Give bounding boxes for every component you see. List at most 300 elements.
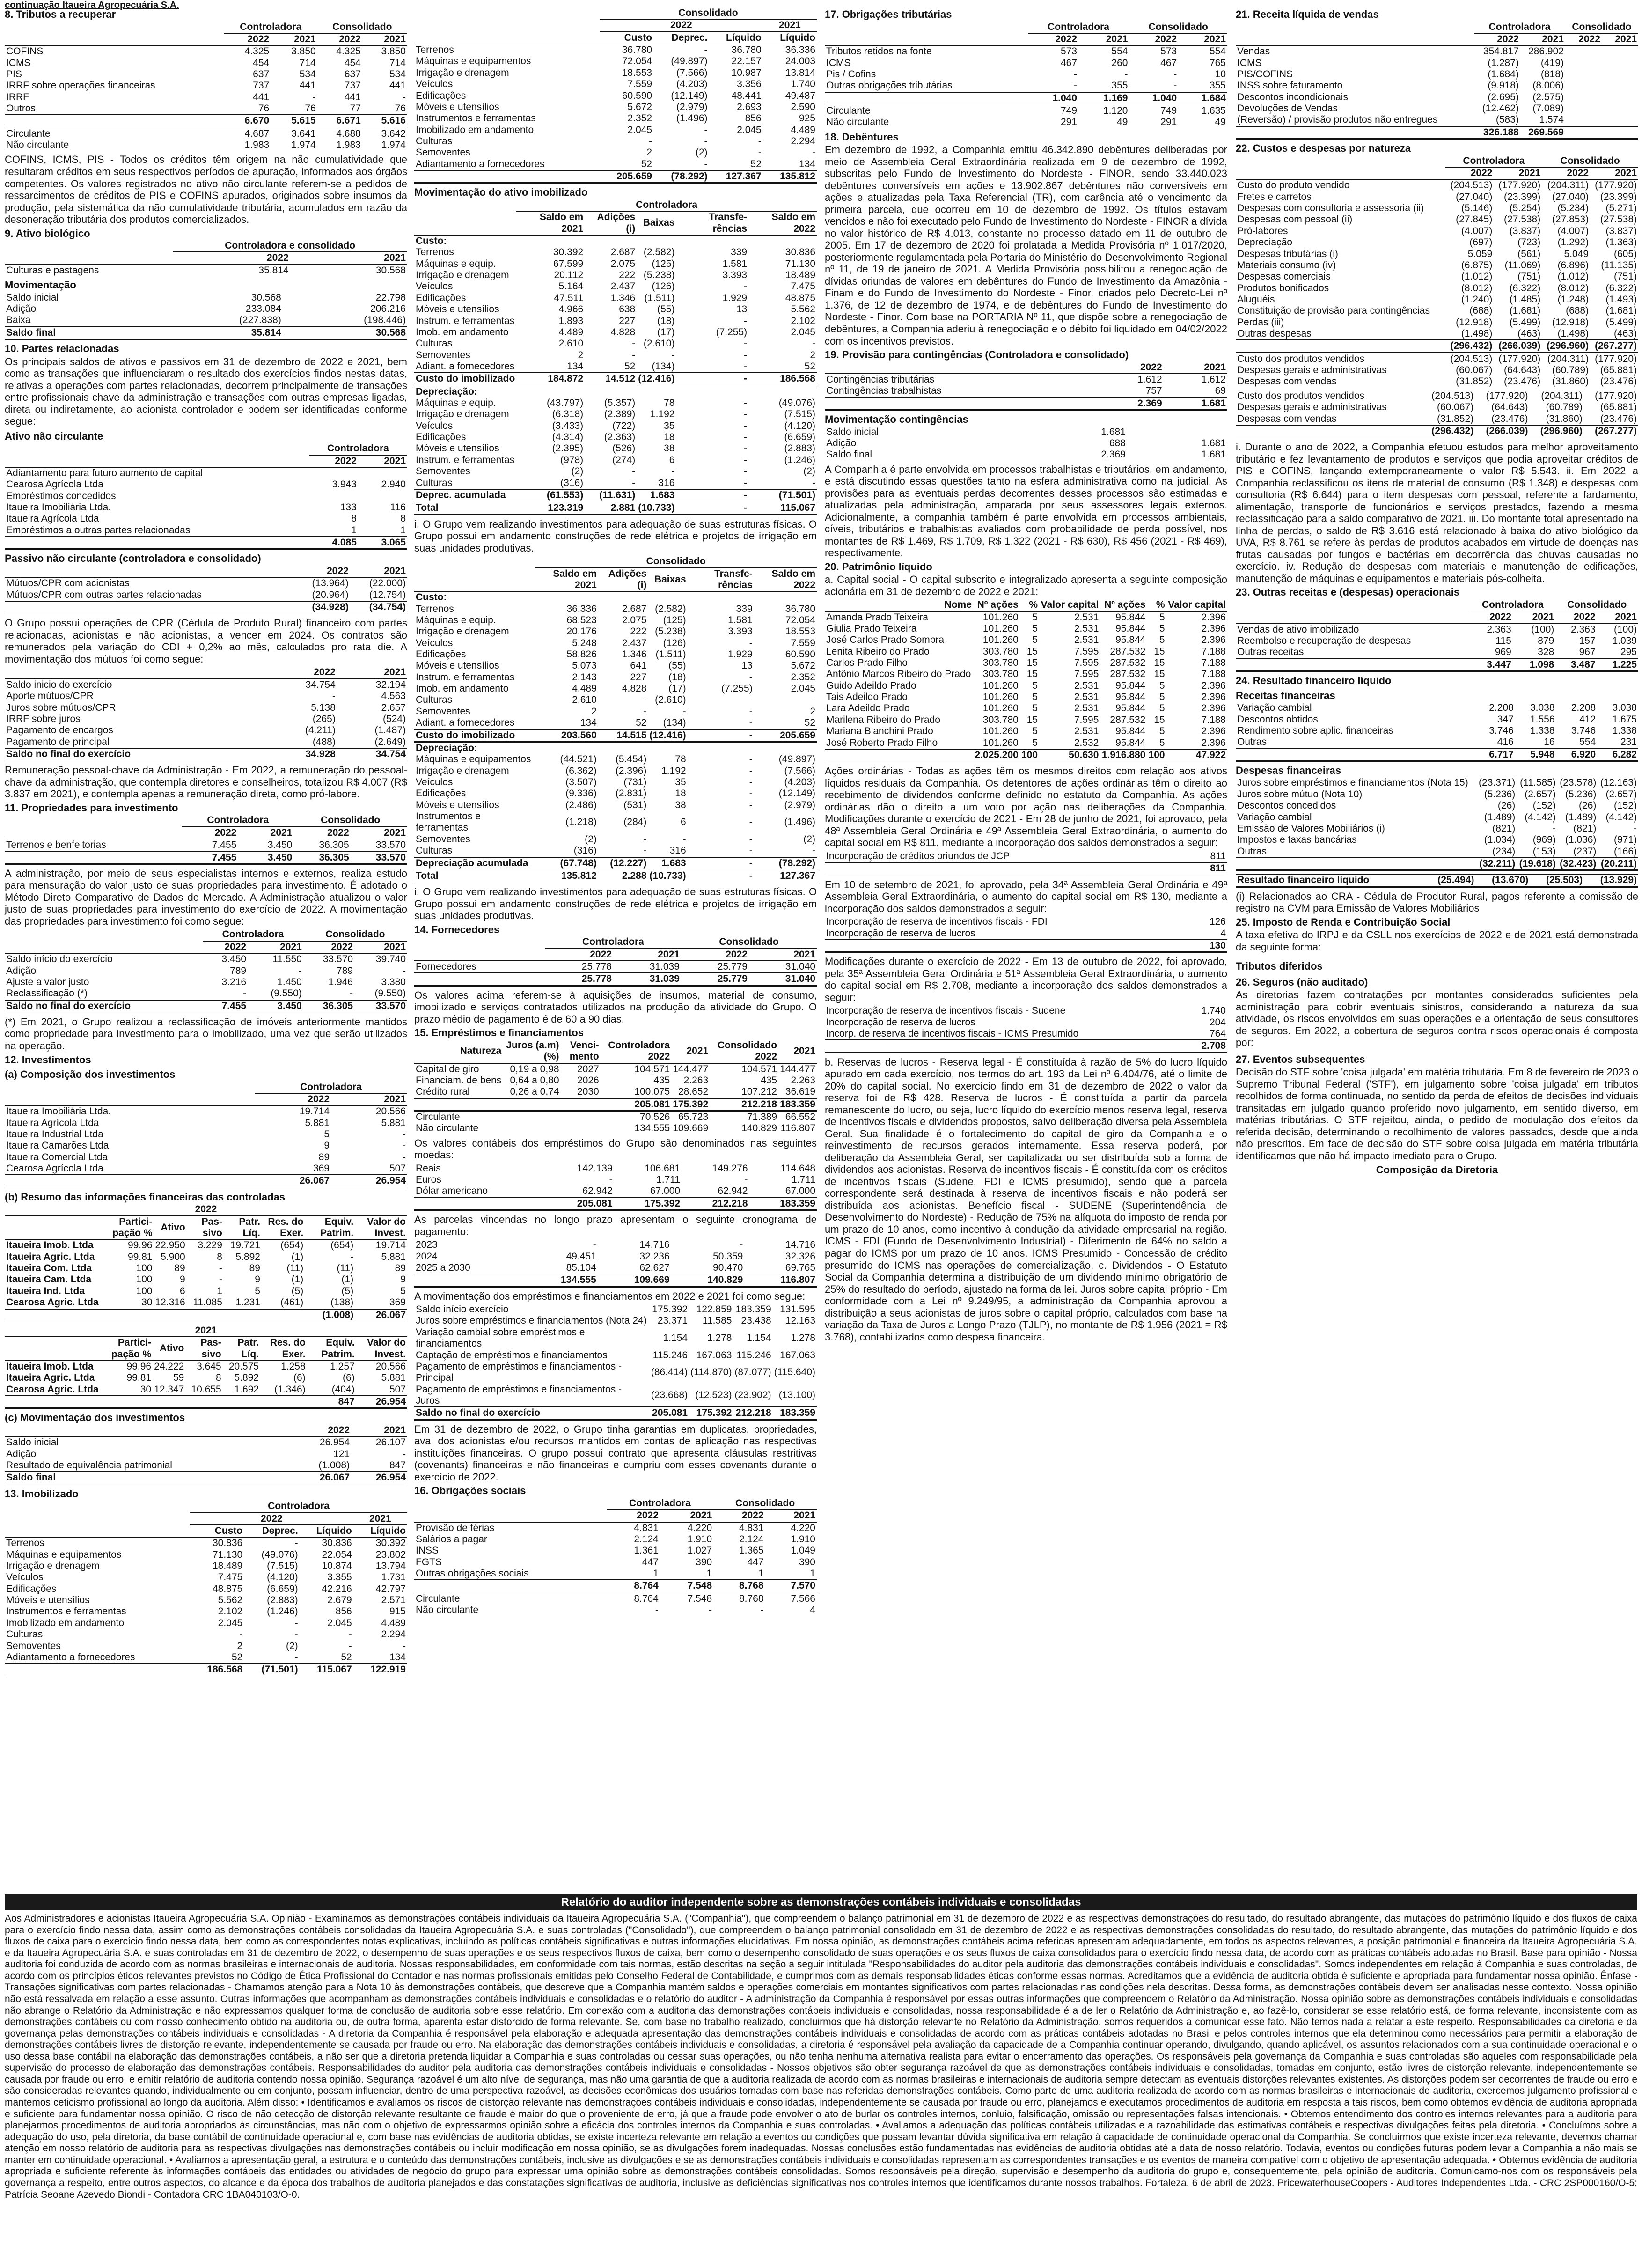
table-emprestimos-mov xyxy=(414,1304,817,1421)
row-label: Despesas com pessoal (ii) xyxy=(1237,214,1353,225)
row-label: Resultado financeiro líquido xyxy=(1236,874,1422,887)
value-cell: - xyxy=(671,349,675,361)
value-cell: (688) xyxy=(1469,305,1493,317)
value-cell: 1.983 xyxy=(244,140,270,151)
value-cell: 134 xyxy=(389,1651,406,1663)
table-row xyxy=(825,427,1227,438)
value-cell: (44.521) xyxy=(560,754,597,765)
value-cell: 6.671 xyxy=(317,115,362,127)
value-cell: (561) xyxy=(1517,248,1541,259)
group-header: Consolidado xyxy=(303,929,407,941)
value-cell: 18.489 xyxy=(212,1561,243,1572)
value-cell: 99.81 xyxy=(127,1251,153,1262)
row-label: Veículos xyxy=(6,1572,44,1583)
header-blank xyxy=(414,32,600,44)
value-cell: (4.203) xyxy=(784,776,815,788)
value-cell: (2) xyxy=(571,466,584,477)
table-row xyxy=(414,556,817,567)
value-cell: (134) xyxy=(652,361,675,372)
value-cell: 5.562 xyxy=(791,304,815,315)
header-blank xyxy=(1236,22,1474,33)
table-row xyxy=(414,604,817,615)
value-cell: 101.260 xyxy=(982,703,1019,714)
value-cell: - xyxy=(403,1448,406,1459)
value-cell: 7.595 xyxy=(1074,657,1099,669)
value-cell: 3.356 xyxy=(737,79,762,90)
value-cell: 4.220 xyxy=(687,1522,712,1533)
table-row xyxy=(5,702,407,714)
value-cell: 90.470 xyxy=(713,1262,743,1273)
value-cell: 7.455 xyxy=(203,1000,248,1013)
table-row xyxy=(5,1140,407,1151)
value-cell: - xyxy=(682,833,686,845)
section-title: 11. Propriedades para investimento xyxy=(5,802,178,814)
value-cell: 847 xyxy=(307,1396,356,1408)
value-cell: 441 xyxy=(253,91,270,103)
table-row xyxy=(414,1086,817,1098)
value-cell: (115.640) xyxy=(774,1367,815,1378)
year-header: 2022 xyxy=(203,941,248,953)
table-row xyxy=(1236,317,1638,328)
value-cell: 3.450 xyxy=(248,1000,303,1013)
table-row xyxy=(1236,167,1638,179)
value-cell: 48.875 xyxy=(785,292,815,303)
header-blank xyxy=(1236,155,1445,167)
value-cell: (7.515) xyxy=(267,1561,298,1572)
row-label: Ajuste a valor justo xyxy=(6,976,89,987)
value-cell: 7.566 xyxy=(791,1593,815,1604)
value-cell: (8.006) xyxy=(1532,80,1564,91)
table-row xyxy=(5,577,407,589)
table-row xyxy=(5,988,407,1000)
table-despesas-financeiras xyxy=(1236,777,1638,871)
value-cell: (1.246) xyxy=(267,1606,298,1617)
value-cell: (198.446) xyxy=(364,315,406,326)
table-row xyxy=(5,45,407,57)
value-cell xyxy=(561,1098,601,1111)
row-label: Culturas xyxy=(416,338,453,349)
row-label: Não circulante xyxy=(6,140,69,151)
year-header: 2021 xyxy=(1602,33,1638,45)
table-resultado-financeiro xyxy=(1236,874,1638,887)
value-cell: 100 xyxy=(136,1263,153,1274)
value-cell: 2.045 xyxy=(791,326,815,338)
value-cell: 2.045 xyxy=(218,1617,243,1628)
value-cell: 26.954 xyxy=(319,1437,350,1448)
table-row xyxy=(414,1262,817,1274)
table-row xyxy=(414,293,817,304)
value-cell: 4.831 xyxy=(739,1522,764,1533)
table-row xyxy=(414,79,817,90)
note-text: A taxa efetiva do IRPJ e da CSLL nos exercícios de 2022 e de 2021 está demonstrada da seguinte forma: xyxy=(1236,929,1638,953)
value-cell: 757 xyxy=(1145,385,1162,397)
year-header: 2022 xyxy=(1542,167,1590,179)
value-cell: 2.124 xyxy=(739,1533,764,1545)
row-label: Veículos xyxy=(416,79,453,90)
note-text: Em 10 de setembro de 2021, foi aprovado, pela 34ª Assembleia Geral Ordinária e 49ª Assembleia Geral Extraordinária, o aumento do capital social em R$ 130, mediante a incorporação dos saldos demonstrados a seguir: xyxy=(825,878,1227,914)
row-label: Móveis e utensílios xyxy=(416,443,499,454)
value-cell: (12.163) xyxy=(1600,777,1637,788)
value-cell: 35.814 xyxy=(158,327,283,339)
row-label: Outras obrigações tributárias xyxy=(826,80,953,91)
table-row xyxy=(825,58,1227,69)
table-row xyxy=(414,102,817,113)
value-cell: 4.325 xyxy=(336,46,361,57)
value-cell: (204.311) xyxy=(1547,180,1589,191)
value-cell: 7.559 xyxy=(791,637,815,648)
value-cell: 99.96 xyxy=(127,1240,153,1251)
table-row xyxy=(5,1105,407,1117)
row-label: Mariana Bianchini Prado xyxy=(826,726,933,737)
value-cell: (2.610) xyxy=(643,338,675,349)
row-label: Circulante xyxy=(416,1593,460,1604)
value-cell xyxy=(688,591,754,603)
value-cell: (316) xyxy=(560,477,584,488)
value-cell: - xyxy=(294,1651,298,1663)
group-header: Controladora xyxy=(1470,599,1555,611)
table-row xyxy=(5,941,407,953)
value-cell: 6.920 xyxy=(1556,749,1598,761)
row-label: Terrenos xyxy=(6,1538,44,1549)
value-cell: 507 xyxy=(389,1384,406,1395)
value-cell: - xyxy=(704,158,708,169)
group-header: Consolidado xyxy=(600,7,817,19)
table-row xyxy=(825,105,1227,117)
value-cell: 72.054 xyxy=(785,614,815,626)
value-cell: (18) xyxy=(657,315,675,326)
table-contingencias-mov xyxy=(825,427,1227,461)
header-blank xyxy=(414,556,535,567)
value-cell: (1) xyxy=(341,1274,354,1285)
value-cell: 26.954 xyxy=(356,1396,407,1408)
table-row xyxy=(825,692,1227,703)
value-cell: - xyxy=(403,1128,406,1140)
value-cell: 3.447 xyxy=(1470,659,1512,671)
table-row xyxy=(1236,874,1638,887)
value-cell: 328 xyxy=(1538,647,1554,658)
year-header: 2021 xyxy=(765,1510,817,1522)
value-cell: (821) xyxy=(1492,823,1516,834)
value-cell: (7.515) xyxy=(784,409,815,420)
value-cell: (177.920) xyxy=(1595,180,1637,191)
value-cell: 6 xyxy=(680,817,686,828)
year-header: 2021 xyxy=(613,949,681,961)
year-header: 2022 xyxy=(317,33,362,45)
value-cell: 204 xyxy=(1209,1016,1226,1028)
year-header: 2021 xyxy=(1597,611,1638,623)
row-label: Produtos bonificados xyxy=(1237,282,1329,294)
table-row xyxy=(5,315,407,326)
value-cell: 2.396 xyxy=(1201,703,1226,714)
section-title: 26. Seguros (não auditado) xyxy=(1236,976,1368,988)
value-cell: - xyxy=(332,691,336,702)
column-header: Nº ações xyxy=(973,599,1020,611)
board-title: Composição da Diretoria xyxy=(1376,1163,1498,1176)
value-cell: 52 xyxy=(624,361,636,372)
table-row xyxy=(1236,714,1638,725)
value-cell: 1.740 xyxy=(791,79,815,90)
row-label: Custo do imobilizado xyxy=(414,729,535,742)
header-blank xyxy=(414,7,600,19)
value-cell: (722) xyxy=(612,420,636,431)
value-cell: 554 xyxy=(1111,46,1128,57)
value-cell: 77 xyxy=(350,103,361,114)
value-cell: 7.595 xyxy=(1074,669,1099,680)
value-cell: - xyxy=(403,1640,406,1651)
value-cell: 1.098 xyxy=(1513,659,1555,671)
header-blank xyxy=(414,211,516,235)
table-row xyxy=(5,1572,407,1583)
value-cell: (526) xyxy=(612,443,636,454)
row-label: Não circulante xyxy=(826,117,889,128)
value-cell: 5 xyxy=(1032,692,1038,703)
table-row xyxy=(5,1561,407,1572)
value-cell: 14.512 xyxy=(585,373,637,385)
value-cell: 14.716 xyxy=(785,1239,815,1251)
subsection-title: Movimentação contingências xyxy=(825,413,968,425)
value-cell: (1.036) xyxy=(1565,834,1597,846)
row-label: Depreciação: xyxy=(416,742,477,753)
table-row xyxy=(5,240,407,252)
table-row xyxy=(5,1309,407,1322)
row-label: Máquinas e equipamentos xyxy=(416,754,531,765)
value-cell: (13.929) xyxy=(1584,874,1638,887)
table-row xyxy=(414,754,817,765)
value-cell: (2.657) xyxy=(1605,788,1637,800)
value-cell: 70.526 xyxy=(640,1111,670,1122)
value-cell: (49.076) xyxy=(261,1549,298,1560)
section-title: 8. Tributos a recuperar xyxy=(5,8,116,20)
value-cell: 20.176 xyxy=(566,626,597,637)
row-label: Incorp. de reserva de incentivos fiscais - ICMS Presumido xyxy=(826,1028,1079,1039)
row-label: Edificações xyxy=(416,649,466,660)
column-header: Equiv. Patrim. xyxy=(305,1216,355,1240)
value-cell xyxy=(598,742,648,754)
year-header: 2021 xyxy=(362,33,407,45)
row-label: Despesas com vendas xyxy=(1237,413,1337,424)
year-header: 2022 xyxy=(1100,362,1163,374)
table-row xyxy=(5,455,407,467)
value-cell: 2.143 xyxy=(572,671,597,683)
table-row xyxy=(414,1361,817,1384)
value-cell: (1.363) xyxy=(1605,237,1637,248)
row-label: Outras xyxy=(1237,846,1267,857)
section-title: 18. Debêntures xyxy=(825,131,899,143)
value-cell: 2.102 xyxy=(791,315,815,326)
value-cell: 441 xyxy=(299,80,316,91)
value-cell: 3.641 xyxy=(291,128,316,139)
value-cell: 714 xyxy=(299,57,316,68)
group-header: Controladora xyxy=(1028,22,1129,33)
table-row xyxy=(414,1123,817,1134)
value-cell: 4.489 xyxy=(791,124,815,135)
value-cell: 131.595 xyxy=(780,1304,815,1315)
value-cell: 412 xyxy=(1579,714,1596,725)
row-label: Pagamento de empréstimos e financiamentos - Juros xyxy=(416,1384,622,1406)
table-row xyxy=(414,432,817,443)
row-label: Vendas xyxy=(1237,46,1270,57)
header-blank xyxy=(414,568,535,592)
value-cell: 467 xyxy=(1061,57,1078,68)
table-row xyxy=(414,1350,817,1361)
row-label: Máquinas e equip. xyxy=(416,398,496,409)
note-text: Remuneração pessoal-chave da Administração - Em 2022, a remuneração do pessoal-chave da administração, que contempla diretores e conselheiros, totalizou R$ 4.007 (R$ 3.837 em 2021), e contempla apenas a remuneração direta, como pró-labore. xyxy=(5,764,407,800)
column-header: Deprec. xyxy=(244,1525,299,1537)
value-cell: 2.396 xyxy=(1201,737,1226,748)
value-cell: 0,26 a 0,74 xyxy=(510,1086,559,1097)
value-cell: (7.089) xyxy=(1532,103,1564,114)
value-cell: 1.192 xyxy=(650,409,675,420)
value-cell: 1.581 xyxy=(728,614,753,626)
value-cell: 36.780 xyxy=(785,603,815,614)
table-row xyxy=(1236,179,1638,191)
value-cell: 1.612 xyxy=(1137,374,1162,385)
table-row xyxy=(414,811,817,834)
value-cell: 2.294 xyxy=(381,1629,406,1640)
value-cell: 1.910 xyxy=(687,1533,712,1545)
value-cell: - xyxy=(294,1617,298,1628)
row-label: Saldo no final do exercício xyxy=(414,1407,650,1420)
value-cell: 2.396 xyxy=(1201,634,1226,646)
row-label: Instrum. e ferramentas xyxy=(416,454,515,465)
value-cell: 15 xyxy=(1026,714,1038,725)
row-label: Custo dos produtos vendidos xyxy=(1237,390,1365,401)
row-label: Máquinas e equip. xyxy=(416,258,496,269)
value-cell: 4.828 xyxy=(610,326,636,338)
value-cell: 47.511 xyxy=(554,292,584,303)
value-cell: 71.130 xyxy=(785,258,815,269)
table-row xyxy=(414,869,817,882)
row-label xyxy=(414,170,600,183)
row-label: Cearosa Agrícola Ltda xyxy=(6,1163,103,1174)
value-cell: 48.441 xyxy=(731,90,762,101)
section-title: 16. Obrigações sociais xyxy=(414,1485,526,1497)
value-cell: (25.494) xyxy=(1422,874,1476,887)
table-row xyxy=(825,117,1227,128)
header-blank xyxy=(414,1510,607,1522)
note-text: Em dezembro de 1992, a Companhia emitiu 46.342.890 debêntures deliberadas por meio de Assembleia Geral Extraordinária realizada em 9 de dezembro de 1992, subscritas pelo Fundo de Investimento do Nordeste - FINOR, sendo 33.440.023 debêntures conversíveis em ações e 13.902.867 debêntures não conversíveis em ações e atualizadas pela Taxa Referencial (TR), com carência até o vencimento da primeira parcela, que ocorreu em 10 de dezembro de 1992. Os títulos estavam vencidos e não foi executado pelo Fundo de Investimento do Nordeste - FINOR a dívida no valor histórico de R$ 4.013, constante no processo datado em 11 de outubro de 2005. Em 17 de dezembro de 2020 foi prolatada a Medida Provisória nº 1.017/2020, posteriormente regulamentada pela Portaria do Ministério do Desenvolvimento Regional nº 11, de 19 de janeiro de 2021. A Medida Provisória possibilitou a renegociação de dívidas oriundas de valores em debêntures do Fundo de Investimento da Amazônia - Finam e do Fundo de Investimento do Nordeste - Finor, criados pelo Decreto-Lei nº 1.376, de 12 de dezembro de 1974, e de debêntures do Fundo de Investimento do Nordeste - Finor. Com base na PORTARIA Nº 11, que dispõe sobre a renegociação de debêntures, a Companhia aderiu à renegociação e o débito foi liquidado em 04/02/2022 com os incentivos previstos. xyxy=(825,144,1227,347)
header-blank xyxy=(414,949,545,961)
header-blank xyxy=(5,667,268,678)
section-title: 9. Ativo biológico xyxy=(5,227,90,239)
value-cell: (11.069) xyxy=(1504,259,1541,271)
table-row xyxy=(5,252,407,264)
row-label xyxy=(414,973,545,986)
row-label: FGTS xyxy=(416,1556,442,1568)
value-cell: 50.359 xyxy=(713,1251,743,1262)
value-cell: (2) xyxy=(585,833,597,845)
row-label: Crédito rural xyxy=(416,1086,470,1097)
column-header: Equiv. Patrim. xyxy=(307,1337,356,1361)
row-label xyxy=(825,92,1028,105)
year-header: 2021 xyxy=(331,1093,407,1105)
column-header: Valor capital xyxy=(1166,599,1227,611)
column-header: Res. do Exer. xyxy=(262,1216,305,1240)
value-cell: - xyxy=(749,799,753,810)
table-row xyxy=(5,467,407,479)
value-cell xyxy=(688,742,754,754)
row-label: Aluguéis xyxy=(1237,294,1275,305)
value-cell: (9.550) xyxy=(271,988,302,999)
table-row xyxy=(825,940,1227,952)
table-row xyxy=(5,1595,407,1606)
value-cell: (267.277) xyxy=(1584,425,1638,438)
value-cell: (71.501) xyxy=(244,1664,299,1676)
value-cell: 5.138 xyxy=(311,702,336,713)
row-label: Edificações xyxy=(416,292,466,303)
table-row xyxy=(5,58,407,69)
value-cell: 1.027 xyxy=(687,1545,712,1556)
value-cell: 30.568 xyxy=(283,327,407,339)
row-label xyxy=(5,852,182,864)
table-row xyxy=(5,1274,407,1285)
column-header: Transfe-rências xyxy=(676,211,748,235)
value-cell: - xyxy=(219,1274,222,1285)
table-row xyxy=(825,646,1227,657)
value-cell: 1.039 xyxy=(1612,635,1637,647)
value-cell xyxy=(1565,114,1602,126)
row-label: Contingências tributárias xyxy=(826,374,935,385)
table-row xyxy=(414,834,817,845)
value-cell: (19.618) xyxy=(1517,858,1557,870)
value-cell: 765 xyxy=(1209,57,1226,68)
value-cell: 4.325 xyxy=(244,46,270,57)
row-label: Semoventes xyxy=(416,147,470,158)
value-cell: 50.630 xyxy=(1039,749,1100,762)
value-cell: 26.067 xyxy=(255,1175,331,1187)
column-header: Custo xyxy=(190,1525,244,1537)
group-header: Controladora xyxy=(190,1501,407,1512)
group-header: Controladora xyxy=(182,815,293,826)
column-header: Natureza xyxy=(414,1040,503,1063)
year-header: 2021 xyxy=(238,827,293,839)
table-row xyxy=(825,862,1227,875)
value-cell: (1.346) xyxy=(274,1384,306,1395)
value-cell: 100.075 xyxy=(634,1086,670,1097)
value-cell: 89 xyxy=(395,1263,406,1274)
row-label: Adição xyxy=(826,437,857,449)
table-row xyxy=(414,125,817,136)
value-cell: 233.084 xyxy=(245,303,281,315)
value-cell: (2.582) xyxy=(655,603,686,614)
value-cell: 134.555 xyxy=(634,1123,670,1134)
value-cell: - xyxy=(676,502,748,515)
value-cell: 95.844 xyxy=(1115,611,1146,623)
value-cell: (177.920) xyxy=(1486,390,1528,401)
header-blank xyxy=(5,1337,100,1361)
value-cell: - xyxy=(812,338,815,349)
row-label: Perdas (iii) xyxy=(1237,317,1284,328)
value-cell: 5.672 xyxy=(627,101,652,112)
value-cell: (60.067) xyxy=(1456,365,1493,376)
value-cell xyxy=(503,1123,560,1134)
value-cell: 879 xyxy=(1538,635,1554,647)
value-cell: 212.218 xyxy=(710,1098,778,1111)
row-label: José Carlos Prado Sombra xyxy=(826,634,945,646)
value-cell: 355 xyxy=(1111,80,1128,91)
value-cell: 4.563 xyxy=(381,691,406,702)
value-cell: 4.831 xyxy=(634,1522,659,1533)
year-header: 2022 xyxy=(303,941,354,953)
row-label: Veículos xyxy=(416,420,453,431)
value-cell: (266.039) xyxy=(1475,425,1529,438)
header-blank xyxy=(5,1525,190,1537)
value-cell: 2.437 xyxy=(610,281,636,292)
row-label: Constituição de provisão para contingências xyxy=(1237,305,1430,317)
value-cell: 454 xyxy=(344,57,361,68)
value-cell: 967 xyxy=(1579,647,1596,658)
table-row xyxy=(825,438,1227,449)
